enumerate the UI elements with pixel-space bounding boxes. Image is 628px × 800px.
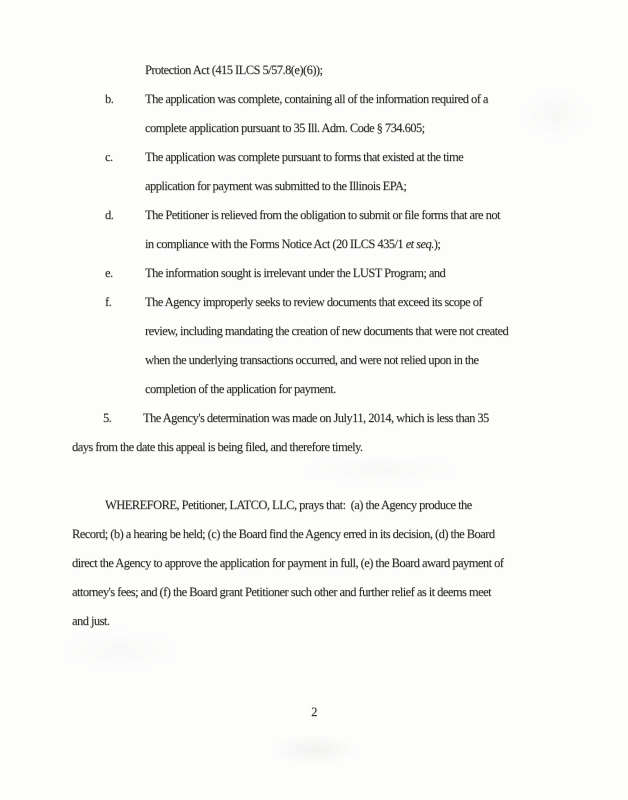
text-line: days from the date this appeal is being filed, and therefore timely. — [72, 440, 363, 454]
list-item-e — [105, 259, 588, 288]
text-line: The information sought is irrelevant under the LUST Program; and — [145, 266, 446, 280]
text-line: completion of the application for payment. — [145, 382, 336, 396]
text-line: WHEREFORE, Petitioner, LATCO, LLC, prays that: (a) the Agency produce the — [105, 498, 472, 512]
paragraph-a-continuation-line: Protection Act (415 ILCS 5/57.8(e)(6)); — [145, 63, 323, 77]
paragraph-5 — [72, 404, 588, 462]
page-number: 2 — [311, 705, 317, 719]
list-item-b — [105, 85, 588, 143]
wherefore-paragraph — [72, 491, 588, 636]
list-item-d — [105, 201, 588, 259]
list-item-b-text — [145, 85, 488, 143]
text-line: The application was complete, containing all of the information required of a — [145, 92, 488, 106]
list-item-d-text — [145, 201, 500, 259]
list-item-c-label: c. — [105, 150, 113, 164]
text-line: direct the Agency to approve the application for payment in full, (e) the Board award payment of — [72, 556, 504, 570]
list-item-d-label: d. — [105, 208, 114, 222]
text-line: complete application pursuant to 35 Ill. Adm. Code § 734.605; — [145, 121, 425, 135]
list-item-f — [105, 288, 588, 404]
text-line: Record; (b) a hearing be held; (c) the Board find the Agency erred in its decision, (d) the Board — [72, 527, 495, 541]
scan-smudge — [60, 630, 180, 670]
document-body — [72, 56, 588, 636]
text-line: application for payment was submitted to the Illinois EPA; — [145, 179, 407, 193]
list-item-c — [105, 143, 588, 201]
list-item-c-text — [145, 143, 463, 201]
text-line — [72, 404, 588, 433]
scan-smudge — [270, 735, 360, 765]
text-line: The Agency improperly seeks to review documents that exceed its scope of — [145, 295, 483, 309]
list-item-f-label: f. — [105, 295, 112, 309]
paragraph-5-first-line: The Agency's determination was made on July11, 2014, which is less than 35 — [143, 411, 489, 425]
list-item-b-label: b. — [105, 92, 114, 106]
text-line: The application was complete pursuant to forms that existed at the time — [145, 150, 464, 164]
list-item-e-text — [145, 259, 445, 288]
list-item-e-label: e. — [105, 266, 113, 280]
list-item-f-text — [145, 288, 508, 404]
text-line: and just. — [72, 614, 110, 628]
text-line: The Petitioner is relieved from the obligation to submit or file forms that are not — [145, 208, 500, 222]
text-line: in compliance with the Forms Notice Act (20 ILCS 435/1 et seq.); — [145, 237, 441, 251]
paragraph-5-number: 5. — [103, 411, 112, 425]
text-line: review, including mandating the creation of new documents that were not created — [145, 324, 509, 338]
text-line: when the underlying transactions occurred, and were not relied upon in the — [145, 353, 479, 367]
text-line: attorney's fees; and (f) the Board grant Petitioner such other and further relief as it deems meet — [72, 585, 492, 599]
